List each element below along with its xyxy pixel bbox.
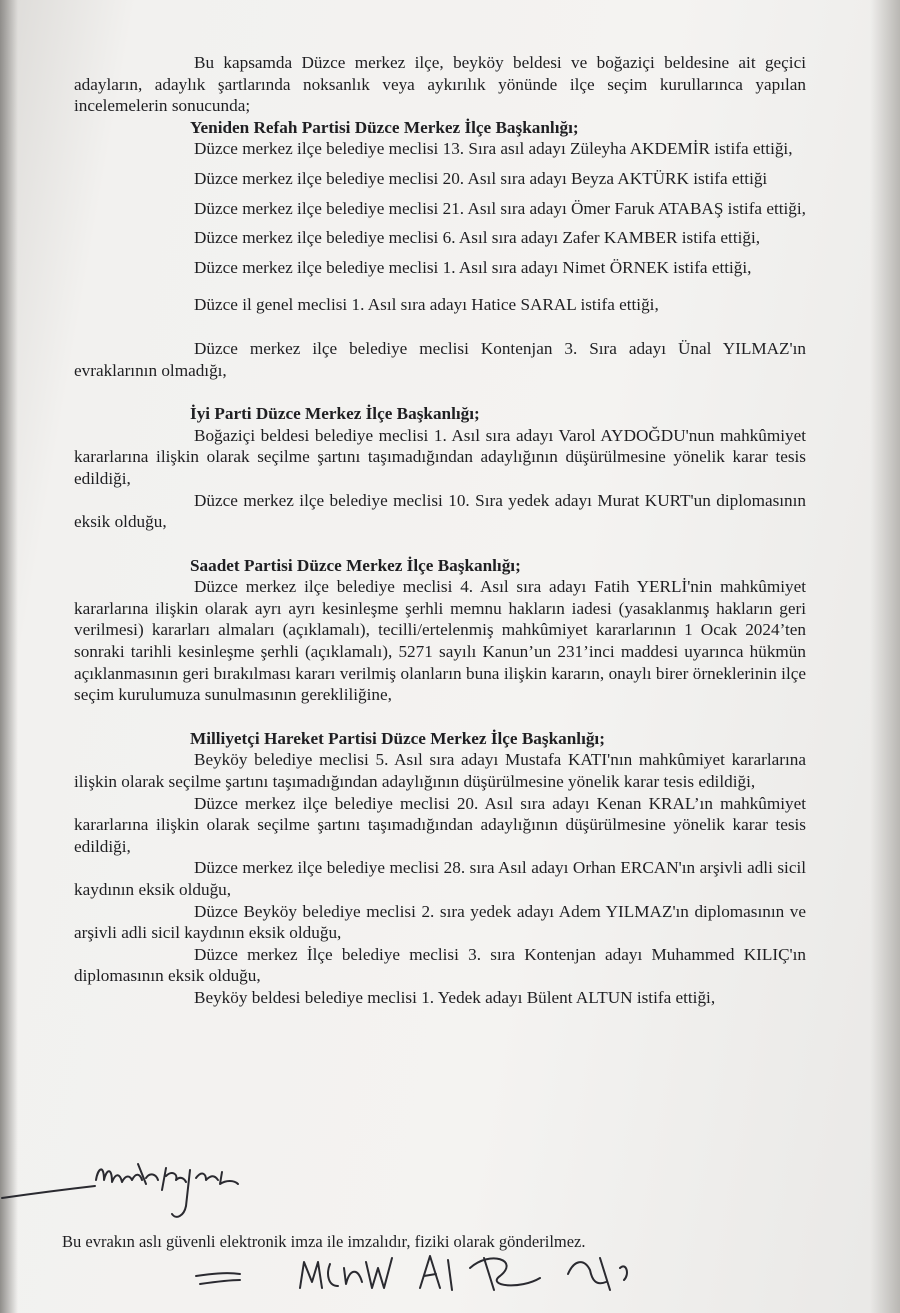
section-item: Boğaziçi beldesi belediye meclisi 1. Asıl sıra adayı Varol AYDOĞDU'nun mahkûmiyet kararlarına ilişkin olarak seçilme şartını taşımadığından adaylığının düşürülmesine yönelik karar tesis edildiği, — [74, 425, 806, 488]
section-item: Düzce merkez ilçe belediye meclisi 13. Sıra asıl adayı Züleyha AKDEMİR istifa ettiği, — [194, 139, 793, 159]
handwritten-signature — [0, 1150, 900, 1310]
section-item: Beyköy beldesi belediye meclisi 1. Yedek adayı Bülent ALTUN istifa ettiği, — [194, 987, 716, 1007]
section-item: Düzce il genel meclisi 1. Asıl sıra adayı Hatice SARAL istifa ettiği, — [194, 295, 659, 315]
section-item: Düzce merkez ilçe belediye meclisi 28. sıra Asıl adayı Orhan ERCAN'ın arşivli adli sicil kaydının eksik olduğu, — [74, 858, 806, 899]
section-heading-saadet-partisi: Saadet Partisi Düzce Merkez İlçe Başkanlığı; — [190, 555, 521, 575]
electronic-signature-notice: Bu evrakın aslı güvenli elektronik imza ile imzalıdır, fiziki olarak gönderilmez. — [62, 1232, 586, 1251]
section-item: Düzce Beyköy belediye meclisi 2. sıra yedek adayı Adem YILMAZ'ın diplomasının ve arşivli adli sicil kaydının eksik olduğu, — [74, 901, 806, 943]
section-item: Düzce merkez ilçe belediye meclisi 6. Asıl sıra adayı Zafer KAMBER istifa ettiği, — [194, 228, 761, 248]
section-item: Düzce merkez ilçe belediye meclisi Kontenjan 3. Sıra adayı Ünal YILMAZ'ın evraklarının olmadığı, — [74, 338, 806, 380]
section-item: Düzce merkez ilçe belediye meclisi 20. Asıl sıra adayı Beyza AKTÜRK istifa ettiği — [194, 168, 768, 188]
page-edge-shadow — [0, 0, 18, 1313]
section-item: Düzce merkez ilçe belediye meclisi 10. Sıra yedek adayı Murat KURT'un diplomasının eksik olduğu, — [74, 490, 806, 532]
section-item: Beyköy belediye meclisi 5. Asıl sıra adayı Mustafa KATI'nın mahkûmiyet kararlarına ilişkin olarak seçilme şartını taşımadığından adaylığının düşürülmesine yönelik karar tesis edildiği, — [74, 750, 806, 792]
intro-paragraph: Bu kapsamda Düzce merkez ilçe, beyköy beldesi ve boğaziçi beldesine ait geçici adayların, adaylık şartlarında noksanlık veya aykırılık yönünde ilçe seçim kurullarınca yapılan incelemelerin sonucunda; — [74, 53, 806, 116]
section-item: Düzce merkez İlçe belediye meclisi 3. sıra Kontenjan adayı Muhammed KILIÇ'ın diplomasının eksik olduğu, — [74, 944, 806, 986]
section-item: Düzce merkez ilçe belediye meclisi 1. Asıl sıra adayı Nimet ÖRNEK istifa ettiği, — [194, 257, 752, 277]
section-heading-iyi-parti: İyi Parti Düzce Merkez İlçe Başkanlığı; — [190, 404, 480, 424]
section-heading-mhp: Milliyetçi Hareket Partisi Düzce Merkez İlçe Başkanlığı; — [190, 728, 605, 748]
section-heading-yeniden-refah: Yeniden Refah Partisi Düzce Merkez İlçe Başkanlığı; — [190, 117, 579, 137]
section-item: Düzce merkez ilçe belediye meclisi 4. Asıl sıra adayı Fatih YERLİ'nin mahkûmiyet kararlarına ilişkin olarak ayrı ayrı kesinleşme şerhli memnu hakların iadesi (yasaklanmış hakların geri verilmesi) kararları almaları (açıklamalı), tecilli/ertelenmiş mahkûmiyet kararlarının 1 Ocak 2024’ten sonraki tarihli kesinleşme şerhli (açıklamalı), 5271 sayılı Kanun’un 231’inci maddesi uyarınca hükmün açıklanmasının geri bırakılması kararı verilmiş olanların buna ilişkin kararın, onaylı birer örneklerinin ilçe seçim kurulumuza sunulmasının gerekliliğine, — [74, 577, 806, 705]
document-body — [74, 52, 806, 1009]
section-item: Düzce merkez ilçe belediye meclisi 20. Asıl sıra adayı Kenan KRAL’ın mahkûmiyet kararlarına ilişkin olarak seçilme şartını taşımadığından adaylığının düşürülmesine yönelik karar tesis edildiği, — [74, 793, 806, 856]
section-item: Düzce merkez ilçe belediye meclisi 21. Asıl sıra adayı Ömer Faruk ATABAŞ istifa ettiği, — [194, 198, 806, 218]
page-edge-shadow-right — [870, 0, 900, 1313]
